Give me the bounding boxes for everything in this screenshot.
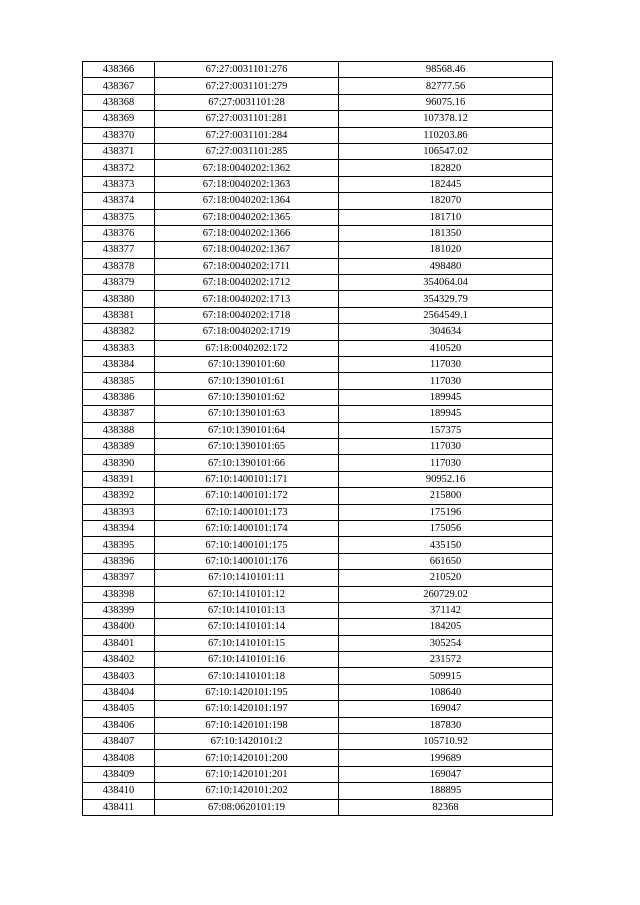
value-cell: 169047 (339, 766, 553, 782)
value-cell: 371142 (339, 602, 553, 618)
cadastral-number-cell: 67:10:1400101:171 (155, 471, 339, 487)
table-row (83, 570, 553, 586)
row-number-cell: 438394 (83, 520, 155, 536)
cadastral-number-cell: 67:10:1420101:201 (155, 766, 339, 782)
cadastral-number-cell: 67:27:0031101:284 (155, 127, 339, 143)
value-cell: 82368 (339, 799, 553, 815)
table-row (83, 701, 553, 717)
value-cell: 305254 (339, 635, 553, 651)
cadastral-number-cell: 67:10:1410101:12 (155, 586, 339, 602)
value-cell: 187830 (339, 717, 553, 733)
value-cell: 98568.46 (339, 62, 553, 78)
table-row (83, 94, 553, 110)
cadastral-number-cell: 67:10:1400101:173 (155, 504, 339, 520)
row-number-cell: 438407 (83, 734, 155, 750)
table-row (83, 684, 553, 700)
row-number-cell: 438391 (83, 471, 155, 487)
cadastral-number-cell: 67:18:0040202:1366 (155, 225, 339, 241)
value-cell: 117030 (339, 438, 553, 454)
value-cell: 231572 (339, 652, 553, 668)
table-row (83, 275, 553, 291)
cadastral-number-cell: 67:10:1400101:175 (155, 537, 339, 553)
cadastral-number-cell: 67:18:0040202:1719 (155, 324, 339, 340)
table-row (83, 307, 553, 323)
table-row (83, 766, 553, 782)
cadastral-number-cell: 67:18:0040202:1711 (155, 258, 339, 274)
table-row (83, 537, 553, 553)
cadastral-number-cell: 67:18:0040202:1363 (155, 176, 339, 192)
value-cell: 117030 (339, 357, 553, 373)
row-number-cell: 438390 (83, 455, 155, 471)
table-row (83, 668, 553, 684)
row-number-cell: 438392 (83, 488, 155, 504)
row-number-cell: 438372 (83, 160, 155, 176)
row-number-cell: 438376 (83, 225, 155, 241)
value-cell: 82777.56 (339, 78, 553, 94)
cadastral-number-cell: 67:10:1420101:197 (155, 701, 339, 717)
value-cell: 117030 (339, 373, 553, 389)
cadastral-number-cell: 67:10:1420101:198 (155, 717, 339, 733)
value-cell: 189945 (339, 389, 553, 405)
value-cell: 304634 (339, 324, 553, 340)
row-number-cell: 438403 (83, 668, 155, 684)
cadastral-number-cell: 67:18:0040202:1367 (155, 242, 339, 258)
cadastral-number-cell: 67:10:1390101:66 (155, 455, 339, 471)
table-row (83, 471, 553, 487)
cadastral-number-cell: 67:18:0040202:1718 (155, 307, 339, 323)
row-number-cell: 438373 (83, 176, 155, 192)
row-number-cell: 438387 (83, 406, 155, 422)
row-number-cell: 438375 (83, 209, 155, 225)
table-row (83, 717, 553, 733)
cadastral-number-cell: 67:10:1410101:14 (155, 619, 339, 635)
row-number-cell: 438400 (83, 619, 155, 635)
row-number-cell: 438368 (83, 94, 155, 110)
table-row (83, 242, 553, 258)
row-number-cell: 438381 (83, 307, 155, 323)
table-row (83, 619, 553, 635)
table-row (83, 127, 553, 143)
table-row (83, 62, 553, 78)
row-number-cell: 438374 (83, 193, 155, 209)
cadastral-number-cell: 67:10:1420101:200 (155, 750, 339, 766)
cadastral-number-cell: 67:10:1390101:64 (155, 422, 339, 438)
cadastral-number-cell: 67:18:0040202:172 (155, 340, 339, 356)
row-number-cell: 438378 (83, 258, 155, 274)
value-cell: 435150 (339, 537, 553, 553)
value-cell: 110203.86 (339, 127, 553, 143)
value-cell: 175196 (339, 504, 553, 520)
row-number-cell: 438397 (83, 570, 155, 586)
cadastral-number-cell: 67:18:0040202:1712 (155, 275, 339, 291)
value-cell: 181350 (339, 225, 553, 241)
cadastral-number-cell: 67:10:1410101:15 (155, 635, 339, 651)
value-cell: 175056 (339, 520, 553, 536)
value-cell: 90952.16 (339, 471, 553, 487)
value-cell: 354064.04 (339, 275, 553, 291)
value-cell: 410520 (339, 340, 553, 356)
row-number-cell: 438404 (83, 684, 155, 700)
value-cell: 182820 (339, 160, 553, 176)
cadastral-number-cell: 67:27:0031101:279 (155, 78, 339, 94)
table-row (83, 176, 553, 192)
row-number-cell: 438388 (83, 422, 155, 438)
cadastral-number-cell: 67:10:1400101:176 (155, 553, 339, 569)
table-row (83, 258, 553, 274)
value-cell: 96075.16 (339, 94, 553, 110)
cadastral-number-cell: 67:10:1420101:2 (155, 734, 339, 750)
row-number-cell: 438384 (83, 357, 155, 373)
cadastral-number-cell: 67:10:1390101:60 (155, 357, 339, 373)
row-number-cell: 438367 (83, 78, 155, 94)
cadastral-number-cell: 67:10:1400101:172 (155, 488, 339, 504)
table-row (83, 357, 553, 373)
row-number-cell: 438405 (83, 701, 155, 717)
row-number-cell: 438402 (83, 652, 155, 668)
row-number-cell: 438389 (83, 438, 155, 454)
row-number-cell: 438369 (83, 111, 155, 127)
value-cell: 210520 (339, 570, 553, 586)
table-row (83, 455, 553, 471)
table-row (83, 389, 553, 405)
table-row (83, 160, 553, 176)
value-cell: 169047 (339, 701, 553, 717)
value-cell: 188895 (339, 783, 553, 799)
row-number-cell: 438411 (83, 799, 155, 815)
table-row (83, 635, 553, 651)
table-row (83, 488, 553, 504)
table-row (83, 225, 553, 241)
cadastral-number-cell: 67:27:0031101:276 (155, 62, 339, 78)
value-cell: 354329.79 (339, 291, 553, 307)
table-row (83, 143, 553, 159)
table-row (83, 602, 553, 618)
row-number-cell: 438396 (83, 553, 155, 569)
value-cell: 105710.92 (339, 734, 553, 750)
table-row (83, 422, 553, 438)
cadastral-number-cell: 67:10:1410101:16 (155, 652, 339, 668)
table-row (83, 520, 553, 536)
cadastral-number-cell: 67:27:0031101:285 (155, 143, 339, 159)
table-row (83, 291, 553, 307)
value-cell: 181710 (339, 209, 553, 225)
cadastral-number-cell: 67:10:1420101:195 (155, 684, 339, 700)
value-cell: 199689 (339, 750, 553, 766)
row-number-cell: 438399 (83, 602, 155, 618)
cadastral-number-cell: 67:10:1390101:61 (155, 373, 339, 389)
table-row (83, 373, 553, 389)
table-row (83, 553, 553, 569)
table-row (83, 783, 553, 799)
value-cell: 181020 (339, 242, 553, 258)
table-row (83, 111, 553, 127)
value-cell: 215800 (339, 488, 553, 504)
table-row (83, 652, 553, 668)
cadastral-number-cell: 67:10:1410101:13 (155, 602, 339, 618)
cadastral-number-cell: 67:08:0620101:19 (155, 799, 339, 815)
row-number-cell: 438398 (83, 586, 155, 602)
row-number-cell: 438380 (83, 291, 155, 307)
row-number-cell: 438366 (83, 62, 155, 78)
value-cell: 182445 (339, 176, 553, 192)
table-row (83, 324, 553, 340)
cadastral-number-cell: 67:27:0031101:281 (155, 111, 339, 127)
cadastral-number-cell: 67:10:1410101:18 (155, 668, 339, 684)
table-row (83, 406, 553, 422)
value-cell: 2564549.1 (339, 307, 553, 323)
row-number-cell: 438371 (83, 143, 155, 159)
cadastral-number-cell: 67:10:1420101:202 (155, 783, 339, 799)
cadastral-number-cell: 67:10:1390101:65 (155, 438, 339, 454)
cadastral-number-cell: 67:18:0040202:1713 (155, 291, 339, 307)
value-cell: 498480 (339, 258, 553, 274)
row-number-cell: 438386 (83, 389, 155, 405)
cadastral-value-table (82, 61, 553, 816)
value-cell: 107378.12 (339, 111, 553, 127)
row-number-cell: 438395 (83, 537, 155, 553)
value-cell: 182070 (339, 193, 553, 209)
value-cell: 260729.02 (339, 586, 553, 602)
table-row (83, 438, 553, 454)
table-row (83, 340, 553, 356)
table-row (83, 586, 553, 602)
row-number-cell: 438379 (83, 275, 155, 291)
value-cell: 189945 (339, 406, 553, 422)
table-row (83, 504, 553, 520)
cadastral-number-cell: 67:10:1410101:11 (155, 570, 339, 586)
row-number-cell: 438401 (83, 635, 155, 651)
cadastral-number-cell: 67:10:1400101:174 (155, 520, 339, 536)
cadastral-number-cell: 67:18:0040202:1364 (155, 193, 339, 209)
value-cell: 117030 (339, 455, 553, 471)
cadastral-number-cell: 67:27:0031101:28 (155, 94, 339, 110)
value-cell: 108640 (339, 684, 553, 700)
value-cell: 661650 (339, 553, 553, 569)
cadastral-number-cell: 67:10:1390101:63 (155, 406, 339, 422)
row-number-cell: 438408 (83, 750, 155, 766)
cadastral-number-cell: 67:18:0040202:1362 (155, 160, 339, 176)
row-number-cell: 438370 (83, 127, 155, 143)
row-number-cell: 438409 (83, 766, 155, 782)
table-row (83, 750, 553, 766)
row-number-cell: 438410 (83, 783, 155, 799)
row-number-cell: 438382 (83, 324, 155, 340)
table-row (83, 209, 553, 225)
table-row (83, 734, 553, 750)
table-row (83, 193, 553, 209)
table-row (83, 78, 553, 94)
table-body (83, 62, 553, 816)
row-number-cell: 438385 (83, 373, 155, 389)
row-number-cell: 438377 (83, 242, 155, 258)
row-number-cell: 438406 (83, 717, 155, 733)
row-number-cell: 438393 (83, 504, 155, 520)
value-cell: 509915 (339, 668, 553, 684)
value-cell: 157375 (339, 422, 553, 438)
row-number-cell: 438383 (83, 340, 155, 356)
value-cell: 106547.02 (339, 143, 553, 159)
cadastral-number-cell: 67:18:0040202:1365 (155, 209, 339, 225)
table-row (83, 799, 553, 815)
cadastral-number-cell: 67:10:1390101:62 (155, 389, 339, 405)
value-cell: 184205 (339, 619, 553, 635)
